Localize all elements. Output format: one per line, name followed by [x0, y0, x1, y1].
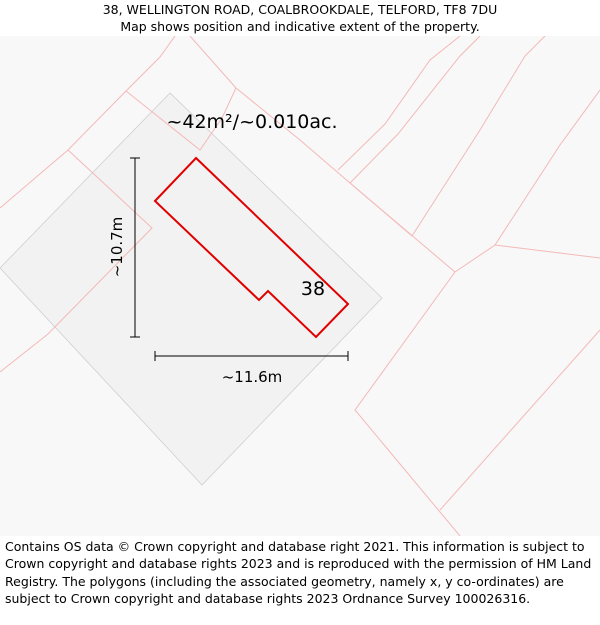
area-label: ~42m²/~0.010ac.: [166, 111, 338, 133]
width-label: ~11.6m: [221, 368, 283, 386]
map-subtitle: Map shows position and indicative extent of the property.: [120, 19, 480, 34]
height-label: ~10.7m: [108, 216, 126, 278]
property-address: 38, WELLINGTON ROAD, COALBROOKDALE, TELFORD, TF8 7DU: [102, 2, 498, 17]
map-view[interactable]: [0, 36, 600, 536]
attribution-text: Contains OS data © Crown copyright and database right 2021. This information is subject to Crown copyright and database rights 2023 and is reproduced with the permission of HM Land Registry. The polygons (including the associated geometry, namely x, y co-ordinates) are subject to Crown copyright and database rights 2023 Ordnance Survey 100026316.: [5, 539, 592, 606]
house-number-label: 38: [300, 278, 326, 300]
map-header: [0, 0, 600, 37]
map-canvas: [0, 36, 600, 536]
